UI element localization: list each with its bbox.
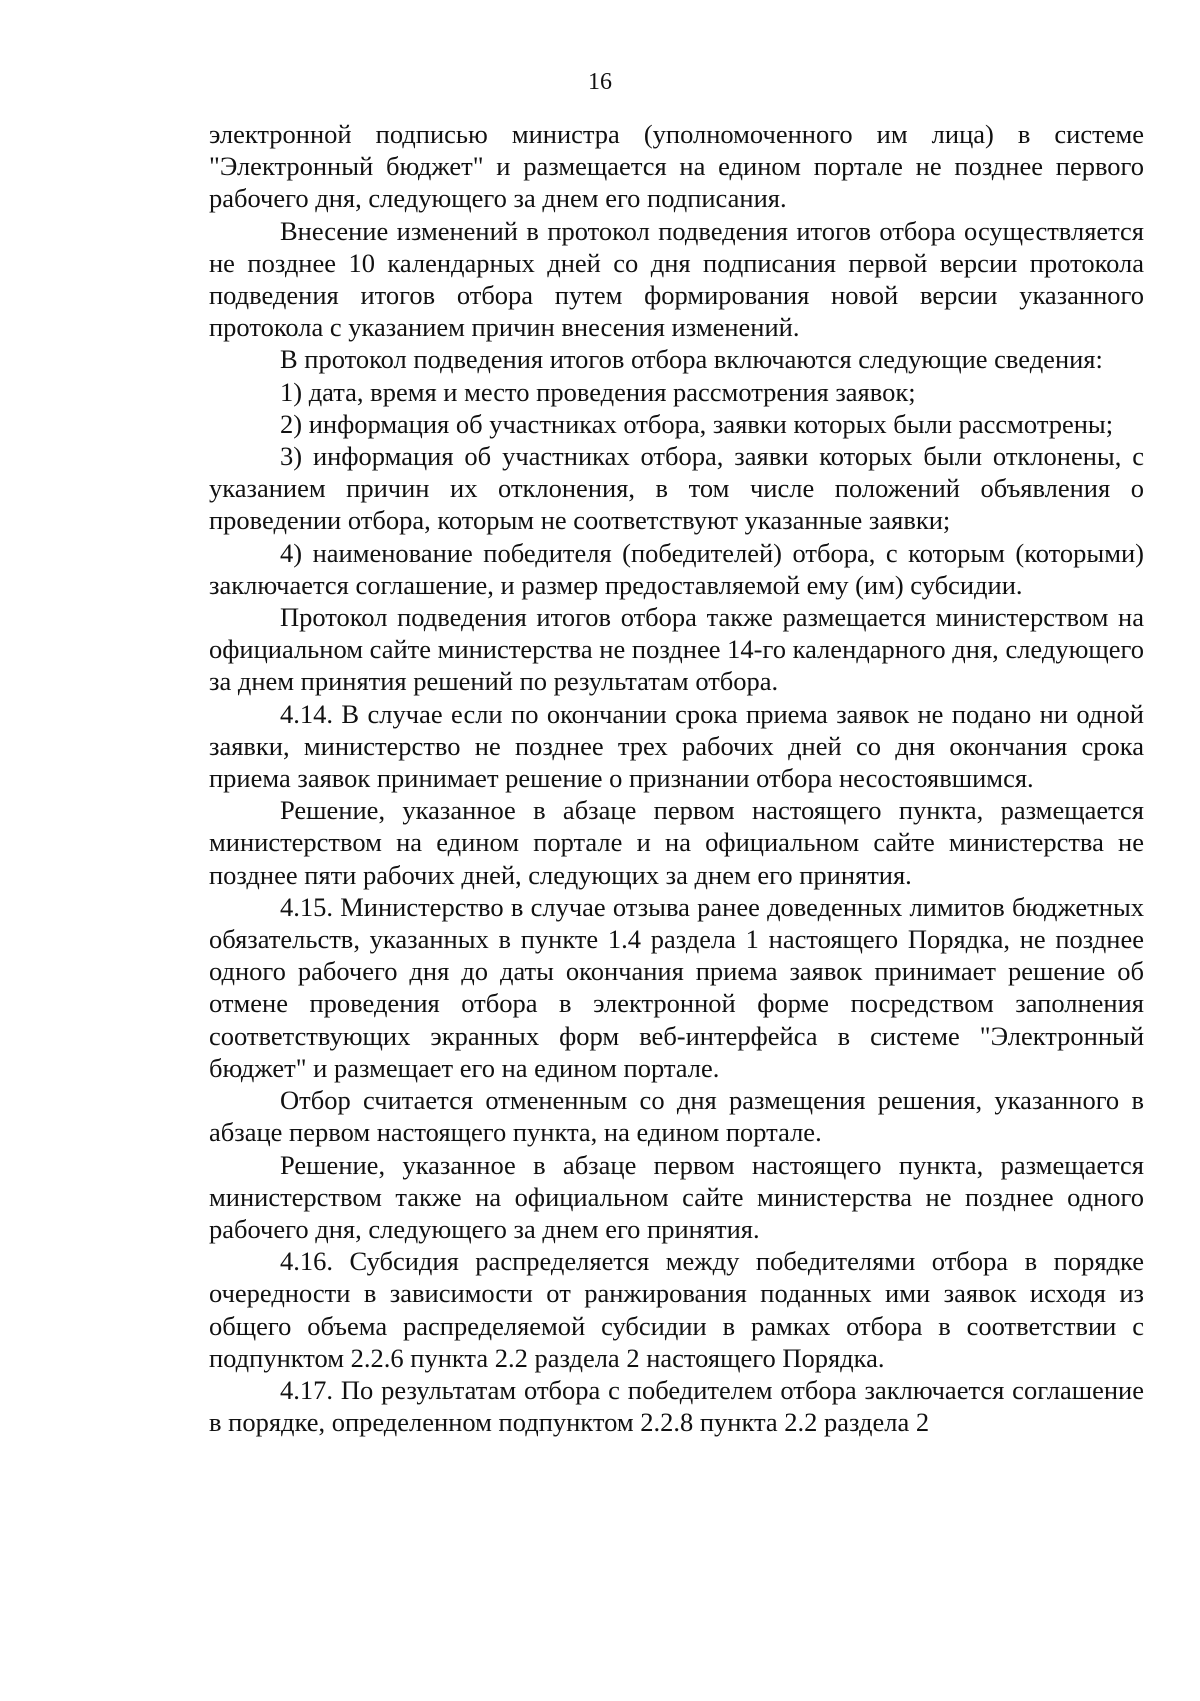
paragraph: Протокол подведения итогов отбора также размещается министерством на официальном сайте министерства не позднее 14-го календарного дня, следующего за днем принятия решений по результатам отбора. — [209, 602, 1144, 697]
list-item: 2) информация об участниках отбора, заявки которых были рассмотрены; — [280, 408, 1114, 439]
paragraph: Решение, указанное в абзаце первом настоящего пункта, размещается министерством на едином портале и на официальном сайте министерства не позднее пяти рабочих дней, следующих за днем его принятия. — [209, 795, 1144, 890]
paragraph: Отбор считается отмененным со дня размещения решения, указанного в абзаце первом настоящего пункта, на едином портале. — [209, 1085, 1144, 1148]
list-item: 1) дата, время и место проведения рассмотрения заявок; — [280, 376, 916, 407]
paragraph: В протокол подведения итогов отбора включаются следующие сведения: — [280, 344, 1103, 375]
list-item: 3) информация об участниках отбора, заявки которых были отклонены, с указанием причин их отклонения, в том числе положений объявления о проведении отбора, которым не соответствуют указанные заявки; — [209, 441, 1144, 536]
page-number: 16 — [588, 69, 612, 95]
paragraph: Решение, указанное в абзаце первом настоящего пункта, размещается министерством также на официальном сайте министерства не позднее одного рабочего дня, следующего за днем его принятия. — [209, 1149, 1144, 1244]
list-item: 4) наименование победителя (победителей) отбора, с которым (которыми) заключается соглашение, и размер предоставляемой ему (им) субсидии. — [209, 537, 1144, 600]
paragraph: Внесение изменений в протокол подведения итогов отбора осуществляется не позднее 10 календарных дней со дня подписания первой версии протокола подведения итогов отбора путем формирования новой версии указанного протокола с указанием причин внесения изменений. — [209, 215, 1144, 343]
paragraph: электронной подписью министра (уполномоченного им лица) в системе "Электронный бюджет" и размещается на едином портале не позднее первого рабочего дня, следующего за днем его подписания. — [209, 119, 1144, 214]
clause-4-17: 4.17. По результатам отбора с победителем отбора заключается соглашение в порядке, определенном подпунктом 2.2.8 пункта 2.2 раздела 2 — [209, 1374, 1144, 1438]
clause-4-16: 4.16. Субсидия распределяется между победителями отбора в порядке очередности в зависимости от ранжирования поданных ими заявок исходя из общего объема распределяемой субсидии в рамках отбора в соответствии с подпунктом 2.2.6 пункта 2.2 раздела 2 настоящего Порядка. — [209, 1246, 1144, 1373]
clause-4-15: 4.15. Министерство в случае отзыва ранее доведенных лимитов бюджетных обязательств, указанных в пункте 1.4 раздела 1 настоящего Порядка, не позднее одного рабочего дня до даты окончания приема заявок принимает решение об отмене проведения отбора в электронной форме посредством заполнения соответствующих экранных форм веб-интерфейса в системе "Электронный бюджет" и размещает его на едином портале. — [209, 891, 1144, 1083]
clause-4-14: 4.14. В случае если по окончании срока приема заявок не подано ни одной заявки, министерство не позднее трех рабочих дней со дня окончания срока приема заявок принимает решение о признании отбора несостоявшимся. — [209, 698, 1144, 794]
document-body — [209, 118, 1144, 1438]
